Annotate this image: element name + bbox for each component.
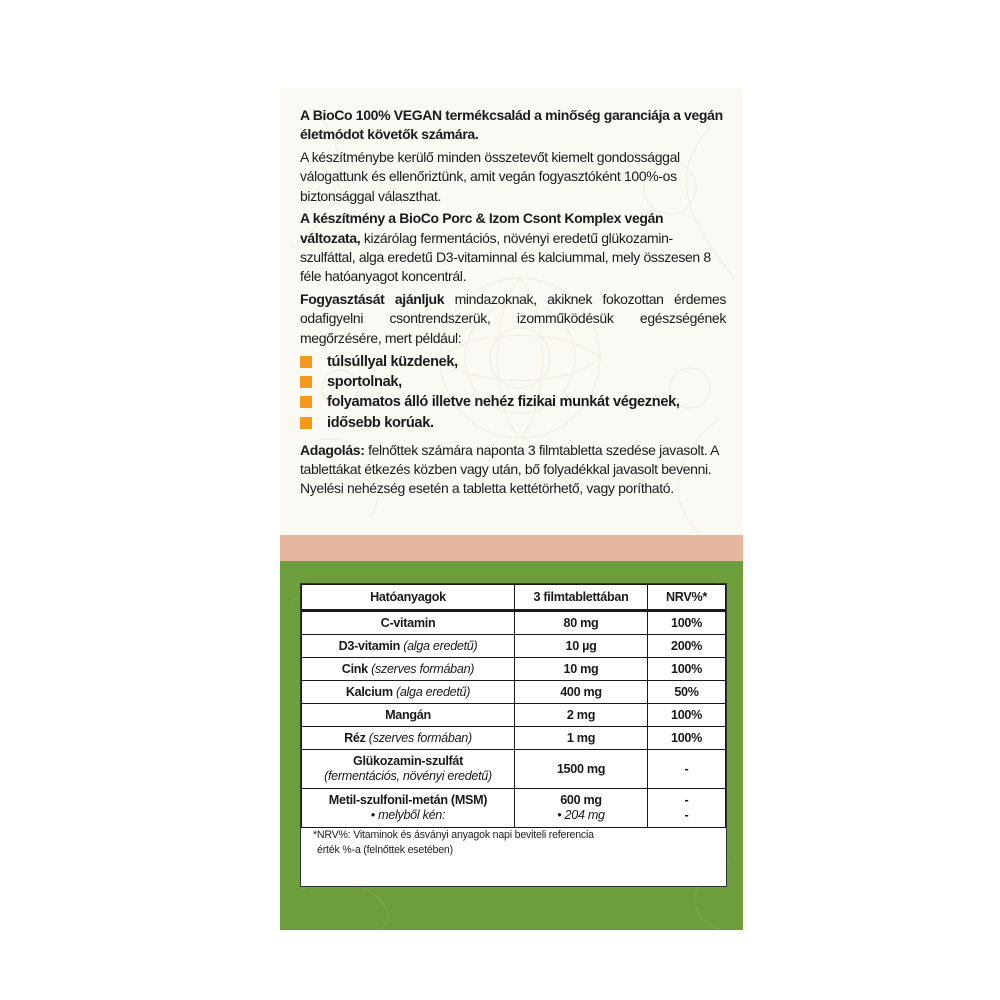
list-item: sportolnak, — [300, 372, 726, 392]
ingredient-nrv: - - — [648, 789, 726, 828]
orange-square-icon — [300, 376, 312, 388]
ingredient-nrv: 100% — [648, 727, 726, 750]
list-item: túlsúllyal küzdenek, — [300, 352, 726, 372]
salmon-divider-band — [280, 535, 743, 561]
table-row — [302, 658, 726, 681]
header-amount: 3 filmtablettában — [515, 585, 648, 611]
table-row — [302, 681, 726, 704]
ingredient-name: Réz (szerves formában) — [302, 727, 515, 750]
list-item: idősebb korúak. — [300, 413, 726, 433]
ingredient-name: Cink (szerves formában) — [302, 658, 515, 681]
target-group-list — [300, 352, 726, 433]
header-nrv: NRV%* — [648, 585, 726, 611]
ingredient-amount: 2 mg — [515, 704, 648, 727]
intro-heading: A BioCo 100% VEGAN termékcsalád a minőség garanciája a vegán életmódot követők számára. — [300, 107, 723, 143]
orange-square-icon — [300, 417, 312, 429]
table-row — [302, 611, 726, 635]
orange-square-icon — [300, 356, 312, 368]
list-item: folyamatos álló illetve nehéz fizikai munkát végeznek, — [300, 392, 726, 412]
table-row — [302, 789, 726, 828]
ingredient-amount: 10 mg — [515, 658, 648, 681]
header-active-ingredients: Hatóanyagok — [302, 585, 515, 611]
table-row — [302, 635, 726, 658]
table-row — [302, 704, 726, 727]
ingredient-nrv: - — [648, 750, 726, 789]
nutrition-table-card — [300, 583, 727, 887]
recommend-paragraph: Fogyasztását ajánljuk mindazoknak, akiknek fokozottan érdemes odafigyelni csontrendszerük, izomműködésük egészségének megőrzésére, mert például: — [300, 291, 726, 346]
ingredient-name: Metil-szulfonil-metán (MSM) • melyből kén: — [302, 789, 515, 828]
ingredient-amount: 600 mg • 204 mg — [515, 789, 648, 828]
ingredient-name: D3-vitamin (alga eredetű) — [302, 635, 515, 658]
ingredient-nrv: 50% — [648, 681, 726, 704]
product-info-panel — [280, 88, 743, 930]
orange-square-icon — [300, 396, 312, 408]
ingredient-amount: 1500 mg — [515, 750, 648, 789]
table-row — [302, 750, 726, 789]
table-header-row — [302, 585, 726, 611]
ingredient-amount: 80 mg — [515, 611, 648, 635]
ingredient-nrv: 200% — [648, 635, 726, 658]
ingredient-name: Kalcium (alga eredetű) — [302, 681, 515, 704]
ingredient-nrv: 100% — [648, 704, 726, 727]
ingredient-name: Mangán — [302, 704, 515, 727]
nutrition-table — [301, 584, 726, 828]
ingredient-amount: 10 µg — [515, 635, 648, 658]
ingredient-amount: 400 mg — [515, 681, 648, 704]
description-text — [300, 106, 726, 502]
ingredient-name: Glükozamin-szulfát (fermentációs, növényi eredetű) — [302, 750, 515, 789]
dosage-paragraph: Adagolás: felnőttek számára naponta 3 filmtabletta szedése javasolt. A tablettákat étkezés közben vagy után, bő folyadékkal javasolt bevenni. Nyelési nehézség esetén a tabletta kettétörhető, vagy porítható. — [300, 441, 719, 497]
ingredient-name: C-vitamin — [302, 611, 515, 635]
green-table-section — [280, 561, 743, 930]
ingredient-nrv: 100% — [648, 658, 726, 681]
ingredient-amount: 1 mg — [515, 727, 648, 750]
ingredient-nrv: 100% — [648, 611, 726, 635]
nrv-footnote: *NRV%: Vitaminok és ásványi anyagok napi beviteli referencia érték %-a (felnőttek esetében) — [313, 829, 594, 856]
intro-body: A készítménybe kerülő minden összetevőt kiemelt gondossággal válogattunk és ellenőriztünk, amit vegán fogyasztóként 100%-os biztonsággal választhat. — [300, 149, 680, 204]
table-row — [302, 727, 726, 750]
product-paragraph: A készítmény a BioCo Porc & Izom Csont Komplex vegán változata, kizárólag fermentációs, növényi eredetű glükozamin-szulfáttal, alga eredetű D3-vitaminnal és kalciummal, mely összesen 8 féle hatóanyagot koncentrál. — [300, 210, 711, 285]
